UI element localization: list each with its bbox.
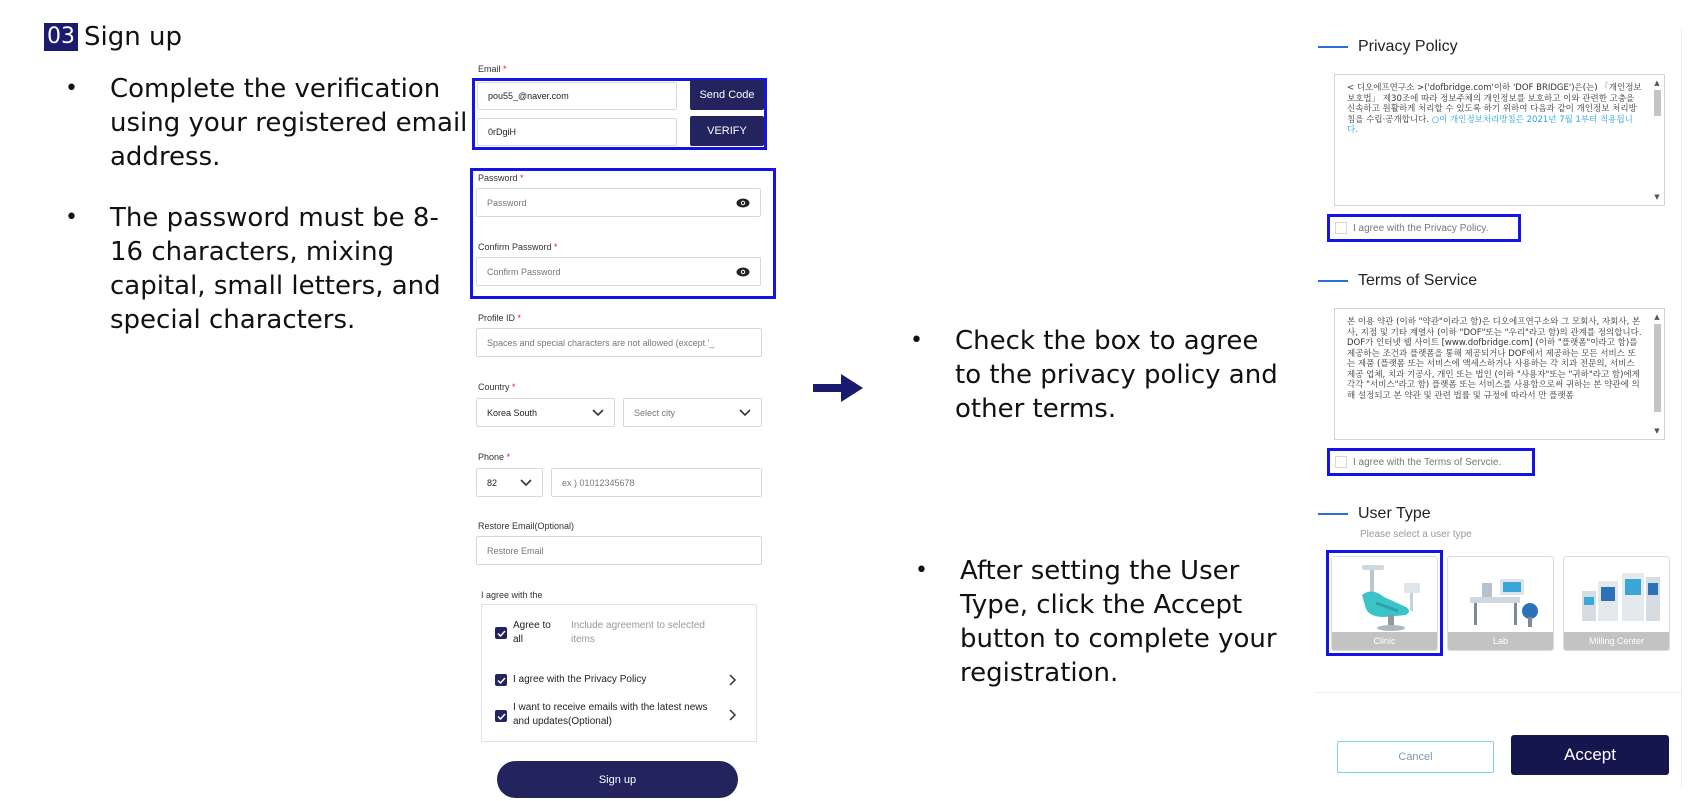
- phone-field[interactable]: ex ) 01012345678: [551, 468, 762, 497]
- confirm-password-label: Confirm Password *: [478, 242, 558, 252]
- scrollbar[interactable]: [1652, 312, 1662, 436]
- bullet-line: registration.: [960, 658, 1119, 688]
- bullet-agree-terms: [910, 324, 1295, 426]
- privacy-policy-note: ○이 개인정보처리방침은 2021년 7월 1부터 적용됩니다.: [1347, 114, 1633, 135]
- phone-label: Phone *: [478, 452, 511, 462]
- bullet-dot: •: [910, 328, 923, 353]
- agree-all-label: Agree to all: [513, 620, 551, 645]
- verification-code-field[interactable]: 0rDgiH: [477, 118, 677, 146]
- password-field[interactable]: [476, 188, 761, 217]
- step-number: 03: [44, 23, 78, 51]
- bullet-line: After setting the User: [960, 556, 1240, 586]
- user-type-hint: Please select a user type: [1360, 529, 1472, 540]
- scroll-up-icon[interactable]: ▲: [1654, 79, 1660, 87]
- bullet-line: Check the box to agree: [955, 326, 1259, 356]
- privacy-agree-checkbox[interactable]: [1335, 222, 1347, 234]
- phone-code: 82: [487, 477, 498, 488]
- bullet-line: Type, click the Accept: [960, 590, 1243, 620]
- send-code-button[interactable]: Send Code: [690, 80, 764, 110]
- privacy-agree-label: I agree with the Privacy Policy.: [1353, 222, 1489, 234]
- verify-button[interactable]: VERIFY: [690, 116, 764, 146]
- user-type-lab-label: Lab: [1448, 632, 1553, 650]
- step-header: [44, 22, 182, 52]
- bullet-line: address.: [110, 142, 221, 172]
- bullet-dot: •: [65, 205, 78, 230]
- newsletter-checkbox[interactable]: [495, 710, 507, 722]
- terms-text-box[interactable]: [1334, 308, 1665, 440]
- bullet-dot: •: [915, 558, 928, 583]
- privacy-policy-checkbox[interactable]: [495, 674, 507, 686]
- scroll-down-icon[interactable]: ▼: [1654, 193, 1660, 201]
- restore-email-field[interactable]: Restore Email: [476, 536, 762, 565]
- terms-section-title: Terms of Service: [1318, 272, 1477, 290]
- agree-all-description: Include agreement to selected items: [571, 620, 705, 645]
- privacy-policy-label[interactable]: I agree with the Privacy Policy: [513, 674, 647, 685]
- country-label: Country *: [478, 382, 516, 392]
- email-label: Email *: [478, 64, 507, 74]
- chevron-down-icon: [520, 479, 532, 487]
- bullet-dot: •: [65, 76, 78, 101]
- bullet-verification: [65, 72, 470, 174]
- cancel-button[interactable]: Cancel: [1337, 741, 1494, 773]
- password-label: Password *: [478, 173, 524, 183]
- privacy-policy-text: < 디오에프연구소 >('dofbridge.com'이하 'DOF BRIDGE')은(는) 「개인정보 보호법」 제30조에 따라 정보주체의 개인정보를 보호하고 이와 관련한 고충을 신속하고 원활하게 처리할 수 있도록 하기 위하여 다음과 같이 개인정보 처리방침을 수립·공개합니다.: [1347, 83, 1642, 125]
- phone-code-select[interactable]: [476, 468, 543, 497]
- eye-icon[interactable]: [736, 198, 750, 208]
- country-select[interactable]: [476, 398, 615, 427]
- accent-line: [1318, 46, 1348, 48]
- bullet-password-rules: [65, 201, 460, 337]
- user-type-clinic[interactable]: [1331, 556, 1438, 651]
- milling-machine-icon: [1564, 557, 1670, 634]
- scroll-thumb[interactable]: [1654, 90, 1661, 116]
- privacy-policy-text-box[interactable]: [1334, 74, 1665, 206]
- check-icon: [497, 713, 506, 720]
- scroll-thumb[interactable]: [1654, 324, 1661, 412]
- city-select[interactable]: [623, 398, 762, 427]
- accent-line: [1318, 513, 1348, 515]
- dental-lab-icon: [1448, 557, 1554, 634]
- chevron-down-icon: [739, 409, 751, 417]
- check-icon: [497, 630, 506, 637]
- chevron-right-icon[interactable]: [729, 709, 737, 721]
- city-placeholder: Select city: [634, 407, 676, 418]
- bullet-line: button to complete your: [960, 624, 1277, 654]
- accept-button[interactable]: Accept: [1511, 735, 1669, 775]
- bullet-line: other terms.: [955, 394, 1117, 424]
- terms-agree-label: I agree with the Terms of Servcie.: [1353, 456, 1502, 468]
- privacy-agree-highlight[interactable]: [1327, 214, 1521, 242]
- dental-chair-icon: [1332, 557, 1438, 634]
- profile-id-label: Profile ID *: [478, 313, 522, 323]
- divider: [1316, 692, 1682, 693]
- newsletter-label[interactable]: I want to receive emails with the latest news and updates(Optional): [513, 702, 708, 727]
- chevron-right-icon[interactable]: [729, 674, 737, 686]
- bullet-line: using your registered email: [110, 108, 468, 138]
- agree-heading: I agree with the: [481, 590, 543, 600]
- agree-all-checkbox[interactable]: [495, 627, 507, 639]
- profile-id-field[interactable]: Spaces and special characters are not allowed (except '_: [476, 328, 762, 357]
- country-value: Korea South: [487, 407, 538, 418]
- user-type-milling-center[interactable]: [1563, 556, 1670, 651]
- arrow-right-icon: [813, 372, 865, 404]
- check-icon: [497, 677, 506, 684]
- password-placeholder: Password: [487, 197, 527, 208]
- terms-agree-highlight[interactable]: [1327, 448, 1535, 476]
- privacy-policy-section-title: Privacy Policy: [1318, 38, 1458, 56]
- user-type-lab[interactable]: [1447, 556, 1554, 651]
- confirm-password-field[interactable]: [476, 257, 761, 286]
- bullet-line: Complete the verification: [110, 74, 441, 104]
- step-title: Sign up: [84, 22, 182, 52]
- user-type-section-title: User Type: [1318, 505, 1431, 523]
- bullet-line: The password must be 8-: [110, 203, 439, 233]
- eye-icon[interactable]: [736, 267, 750, 277]
- user-type-milling-center-label: Milling Center: [1564, 632, 1669, 650]
- user-type-clinic-label: Clinic: [1332, 632, 1437, 650]
- sign-up-button[interactable]: Sign up: [497, 761, 738, 798]
- chevron-down-icon: [592, 409, 604, 417]
- restore-email-label: Restore Email(Optional): [478, 521, 575, 531]
- terms-text: 본 이용 약관 (이하 "약관"이라고 함)은 디오에프연구소와 그 모회사, 자회사, 본사, 지점 및 기타 계열사 (이하 "DOF"또는 "우리"라고 함)의 관계를 정의합니다. DOF가 인터넷 웹 사이트 [www.dofbridge.com] (이하 "플랫폼"이라고 함)를 제공하는 조건과 플랫폼을 통해 제공되거나 DOF에서 제공하는 모든 서비스 또는 제품 (플랫폼 또는 서비스에 액세스하거나 사용하는 각 치과 전문의, 서비스 제공 업체, 치과 기공사, 개인 또는 법인 (이하 "사용자"또는 "귀하"라고 함)에게 각각 "서비스"라고 함) 플랫폼 또는 서비스를 사용함으로써 귀하는 본 약관에 의해 설정되고 본 약관 및 관련 법률 및 규정에 따라서 만 플랫폼: [1347, 317, 1642, 401]
- scroll-down-icon[interactable]: ▼: [1654, 427, 1660, 435]
- accent-line: [1318, 280, 1348, 282]
- bullet-line: 16 characters, mixing: [110, 237, 395, 267]
- confirm-password-placeholder: Confirm Password: [487, 266, 561, 277]
- terms-agree-checkbox[interactable]: [1335, 456, 1347, 468]
- bullet-line: to the privacy policy and: [955, 360, 1278, 390]
- email-field[interactable]: pou55_@naver.com: [477, 82, 677, 110]
- scrollbar[interactable]: [1652, 78, 1662, 202]
- bullet-line: special characters.: [110, 305, 356, 335]
- bullet-user-type: [915, 554, 1300, 690]
- bullet-line: capital, small letters, and: [110, 271, 441, 301]
- scroll-up-icon[interactable]: ▲: [1654, 313, 1660, 321]
